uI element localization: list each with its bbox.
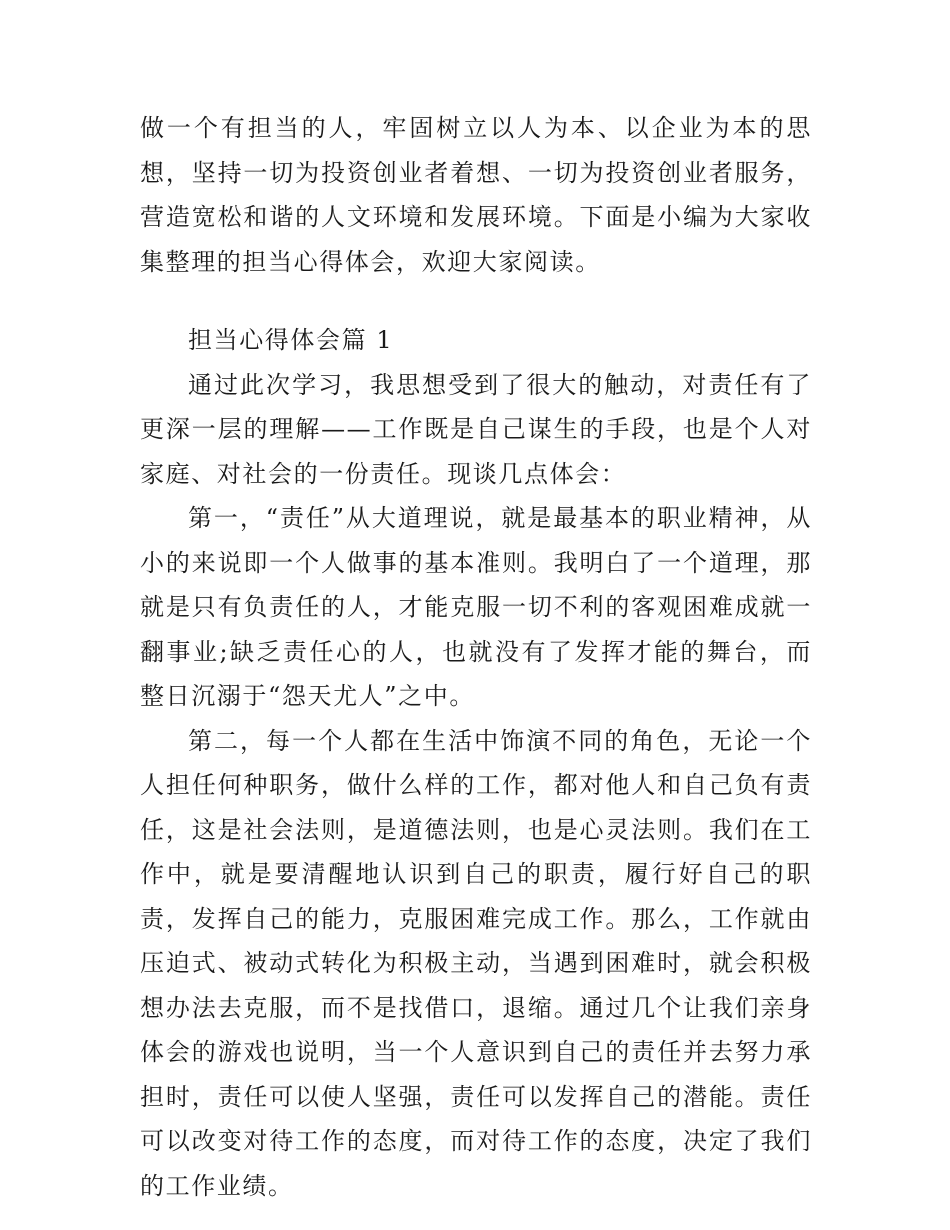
intro-paragraph: 做一个有担当的人，牢固树立以人为本、以企业为本的思想，坚持一切为投资创业者着想、一切为投资创业者服务，营造宽松和谐的人文环境和发展环境。下面是小编为大家收集整理的担当心得体会，欢迎大家阅读。 [140, 114, 812, 276]
intro-text-block [140, 106, 812, 284]
body-paragraph-2: 第一，“责任”从大道理说，就是最基本的职业精神，从小的来说即一个人做事的基本准则。我明白了一个道理，那就是只有负责任的人，才能克服一切不利的客观困难成就一翻事业;缺乏责任心的人，也就没有了发挥才能的舞台，而整日沉溺于“怨天尤人”之中。 [140, 504, 812, 710]
body-paragraph-1: 通过此次学习，我思想受到了很大的触动，对责任有了更深一层的理解——工作既是自己谋生的手段，也是个人对家庭、对社会的一份责任。现谈几点体会： [140, 370, 812, 488]
section-title: 担当心得体会篇 1 [188, 326, 394, 354]
article-body [140, 318, 812, 1208]
body-paragraph-3: 第二，每一个人都在生活中饰演不同的角色，无论一个人担任何种职务，做什么样的工作，都对他人和自己负有责任，这是社会法则，是道德法则，也是心灵法则。我们在工作中，就是要清醒地认识到自己的职责，履行好自己的职责，发挥自己的能力，克服困难完成工作。那么，工作就由压迫式、被动式转化为积极主动，当遇到困难时，就会积极想办法去克服，而不是找借口，退缩。通过几个让我们亲身体会的游戏也说明，当一个人意识到自己的责任并去努力承担时，责任可以使人坚强，责任可以发挥自己的潜能。责任可以改变对待工作的态度，而对待工作的态度，决定了我们的工作业绩。 [140, 726, 812, 1200]
